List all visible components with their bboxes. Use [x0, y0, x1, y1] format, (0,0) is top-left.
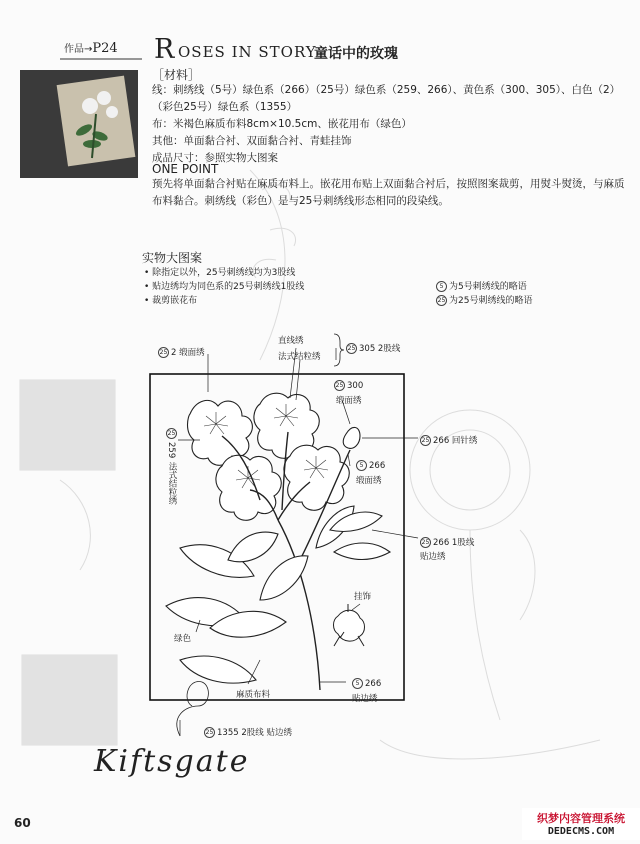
label-300: 25 300: [335, 381, 364, 391]
label-259-number: 259: [166, 442, 176, 459]
legend-mark: 5: [436, 281, 447, 292]
leaf: [180, 656, 256, 683]
label-266-satin-text: 缎面绣: [356, 476, 382, 486]
label-green: 绿色: [174, 634, 192, 644]
rose-flower: [284, 445, 349, 510]
materials-thread-2: （彩色25号）绿色系（1355）: [152, 101, 298, 113]
one-point-line-2: 布料黏合。刺绣线（彩色）是与25号刺绣线形态相同的段染线。: [152, 195, 449, 207]
pattern-note: • 贴边绣均为同色系的25号刺绣线1股线: [144, 282, 305, 292]
legend-text: 为5号刺绣线的略语: [449, 282, 527, 292]
label-266-stem: 5 266: [352, 678, 381, 689]
logo-line-1: 织梦内容管理系统: [537, 812, 625, 825]
legend-mark: 25: [437, 297, 446, 304]
label-305: 25 305 2股线: [347, 344, 401, 354]
page-number: 60: [14, 816, 31, 830]
label-259-french-knot: 法式结粒绣: [167, 462, 177, 505]
materials-other: 其他：单面黏合衬、双面黏合衬、青蛙挂饰: [152, 135, 352, 147]
label-266-backstitch: 25 266 回针绣: [421, 436, 478, 446]
label-bracket: [334, 334, 344, 366]
label-266-applique: 贴边绣: [420, 552, 446, 562]
materials-heading: ［材料］: [152, 68, 201, 82]
label-2-satin: 25 2 缎面绣: [159, 348, 205, 358]
one-point-heading: ONE POINT: [152, 162, 219, 176]
site-logo: [522, 808, 640, 840]
kiftsgate-script-lettering: Kiftsgate: [94, 744, 250, 779]
materials-thread: 线：刺绣线（5号）绿色系（266）（25号）绿色系（259、266）、黄色系（300、305）、白色（2）: [152, 84, 621, 96]
label-linen: 麻质布料: [236, 690, 271, 700]
label-266-satin: 5 266: [356, 460, 385, 471]
label-266-stem-applique: 贴边绣: [352, 694, 378, 704]
label-259: 25: [167, 430, 176, 437]
label-straight-stitch: 直线绣: [278, 336, 304, 346]
materials-fabric: 布：米褐色麻质布料8cm×10.5cm、嵌花用布（绿色）: [152, 118, 412, 130]
ref-page: P24: [92, 41, 118, 56]
pattern-note: • 除指定以外，25号刺绣线均为3股线: [144, 268, 296, 278]
leaf: [228, 532, 278, 562]
rose-bud: [343, 427, 360, 448]
label-charm: 挂饰: [354, 592, 372, 602]
label-1355: 25 1355 2股线 贴边绣: [205, 728, 292, 738]
page-title: OSES IN STORY: [178, 43, 317, 61]
label-266-1strand: 25 266 1股线: [421, 538, 475, 548]
leaf: [334, 543, 390, 560]
pattern-note: • 裁剪嵌花布: [144, 296, 198, 306]
title-initial: R: [154, 34, 175, 65]
pattern-heading: 实物大图案: [142, 251, 203, 265]
page-title-chinese: 童话中的玫瑰: [314, 46, 398, 62]
label-french-knot: 法式结粒绣: [278, 352, 321, 362]
ref-prefix: 作品→: [64, 44, 93, 55]
logo-line-2: DEDECMS.COM: [547, 826, 615, 837]
legend-text: 为25号刺绣线的略语: [449, 296, 533, 306]
one-point-line-1: 预先将单面黏合衬贴在麻质布料上。嵌花用布贴上双面黏合衬后，按照图案裁剪，用熨斗熨烫，与麻质: [152, 178, 625, 190]
materials-size: 成品尺寸：参照实物大图案: [152, 152, 278, 164]
rose-flower: [216, 455, 281, 520]
frog-charm: [334, 604, 365, 646]
label-300-satin: 缎面绣: [336, 396, 362, 406]
